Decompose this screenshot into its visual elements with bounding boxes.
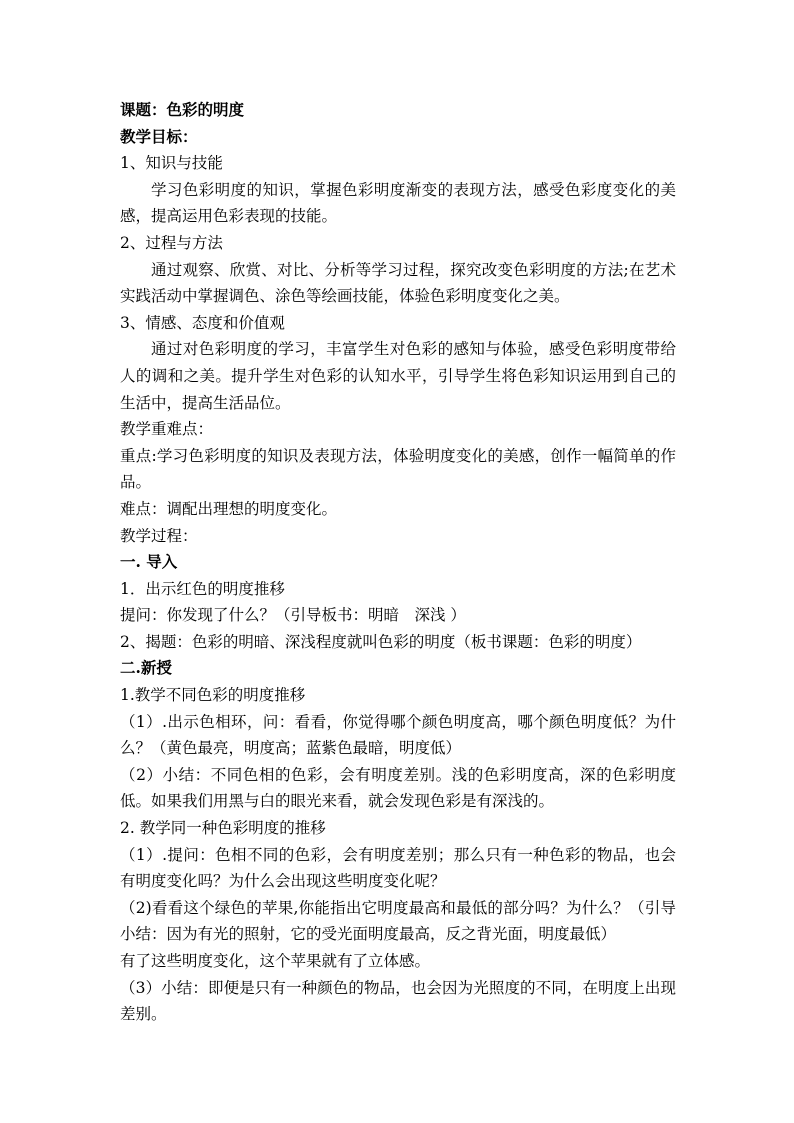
difficulty-text: 难点：调配出理想的明度变化。	[120, 499, 338, 518]
objective-3-text: 通过对色彩明度的学习，丰富学生对色彩的感知与体验，感受色彩明度带给人的调和之美。提升学生对色彩的认知水平，引导学生将色彩知识运用到自己的生活中，提高生活品位。	[120, 340, 676, 412]
section-1-question: 提问：你发现了什么？（引导板书：明暗 深浅 ）	[120, 606, 466, 625]
section-1-item-1: 1．出示红色的明度推移	[120, 579, 285, 598]
objective-2-heading: 2、过程与方法	[120, 233, 223, 252]
section-2-2-1: （1）.提问：色相不同的色彩，会有明度差别；那么只有一种色彩的物品，也会有明度变化吗？为什么会出现这些明度变化呢？	[120, 845, 676, 891]
section-2-2-2: （2)看看这个绿色的苹果,你能指出它明度最高和最低的部分吗？为什么？（引导小结：因为有光的照射，它的受光面明度最高，反之背光面，明度最低）	[120, 898, 676, 944]
lesson-title: 课题：色彩的明度	[120, 100, 245, 119]
section-1-heading: 一. 导入	[120, 552, 178, 572]
objective-3-heading: 3、情感、态度和价值观	[120, 313, 285, 332]
process-heading: 教学过程：	[120, 526, 198, 545]
document-body	[120, 97, 676, 1028]
objective-2-text: 通过观察、欣赏、对比、分析等学习过程，探究改变色彩明度的方法;在艺术实践活动中掌握调色、涂色等绘画技能，体验色彩明度变化之美。	[120, 260, 676, 306]
objective-1-text: 学习色彩明度的知识，掌握色彩明度渐变的表现方法，感受色彩度变化的美感，提高运用色彩表现的技能。	[120, 180, 676, 226]
keypoints-heading: 教学重难点：	[120, 420, 214, 439]
section-2-heading: 二.新授	[120, 658, 172, 678]
keypoint-text: 重点:学习色彩明度的知识及表现方法，体验明度变化的美感，创作一幅简单的作品。	[120, 446, 676, 492]
objectives-heading: 教学目标：	[120, 126, 198, 146]
section-2-2-3: （3）小结：即便是只有一种颜色的物品，也会因为光照度的不同，在明度上出现差别。	[120, 978, 676, 1024]
section-2-2-2b: 有了这些明度变化，这个苹果就有了立体感。	[120, 952, 431, 970]
section-2-1-1: （1）.出示色相环，问：看看，你觉得哪个颜色明度高，哪个颜色明度低？为什么？（黄色最亮，明度高；蓝紫色最暗，明度低）	[120, 712, 676, 758]
objective-1-heading: 1、知识与技能	[120, 154, 223, 173]
section-2-1-2: （2）小结：不同色相的色彩，会有明度差别。浅的色彩明度高，深的色彩明度低。如果我们用黑与白的眼光来看，就会发现色彩是有深浅的。	[120, 765, 676, 811]
section-1-item-2: 2、揭题：色彩的明暗、深浅程度就叫色彩的明度（板书课题：色彩的明度）	[120, 632, 642, 651]
section-2-item-1: 1.教学不同色彩的明度推移	[120, 686, 306, 705]
section-2-item-2: 2. 教学同一种色彩明度的推移	[120, 819, 326, 838]
